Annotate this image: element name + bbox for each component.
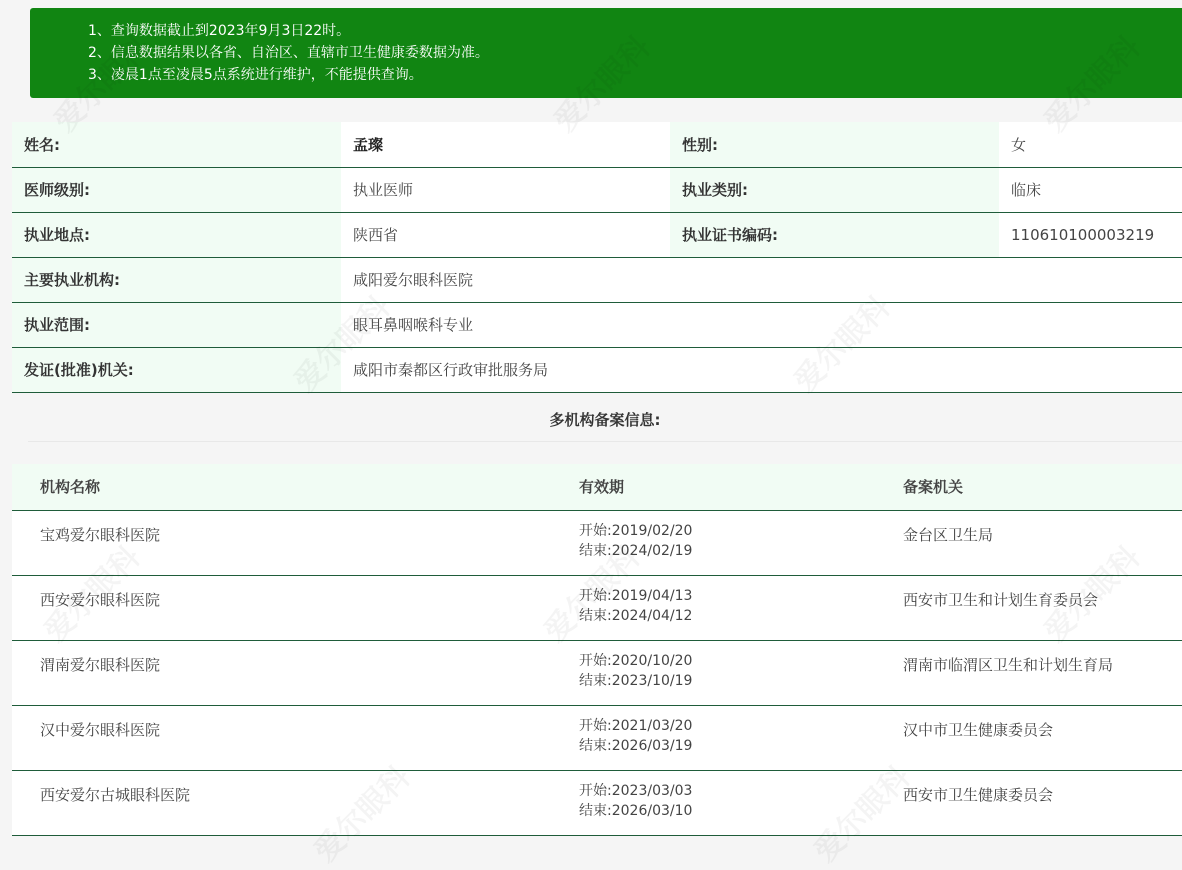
end-date: 2023/10/19 [611,672,693,689]
info-row [12,122,1182,167]
info-row [12,212,1182,257]
level-label: 医师级别: [12,167,341,212]
start-prefix: 开始: [579,587,612,604]
table-row [12,510,1182,575]
name-label: 姓名: [12,122,341,167]
multi-institution-table [12,464,1182,836]
end-prefix: 结束: [579,672,612,689]
institution-name: 渭南爱尔眼科医院 [12,640,579,705]
end-date: 2026/03/19 [611,737,693,754]
cert-value: 110610100003219 [999,212,1182,257]
end-prefix: 结束: [579,542,612,559]
validity-period [579,770,903,835]
start-prefix: 开始: [579,782,612,799]
notice-line: 2、信息数据结果以各省、自治区、直辖市卫生健康委数据为准。 [88,45,489,61]
start-prefix: 开始: [579,522,612,539]
column-header-authority: 备案机关 [903,464,1182,510]
category-value: 临床 [999,167,1182,212]
name-value: 孟璨 [341,122,670,167]
start-prefix: 开始: [579,717,612,734]
notice-banner [30,8,1182,98]
column-header-institution: 机构名称 [12,464,579,510]
end-date: 2024/02/19 [611,542,693,559]
notice-line: 1、查询数据截止到2023年9月3日22时。 [88,23,351,39]
column-header-validity: 有效期 [579,464,903,510]
authority-label: 发证(批准)机关: [12,347,341,392]
table-header-row [12,464,1182,510]
start-date: 2019/04/13 [611,587,693,604]
gender-value: 女 [999,122,1182,167]
end-prefix: 结束: [579,737,612,754]
end-date: 2026/03/10 [611,802,693,819]
start-prefix: 开始: [579,652,612,669]
info-row [12,257,1182,302]
validity-period [579,640,903,705]
record-authority: 渭南市临渭区卫生和计划生育局 [903,640,1182,705]
doctor-info-table [12,122,1182,393]
table-row [12,770,1182,835]
scope-label: 执业范围: [12,302,341,347]
start-date: 2021/03/20 [611,717,693,734]
info-row [12,302,1182,347]
start-date: 2023/03/03 [611,782,693,799]
record-authority: 西安市卫生健康委员会 [903,770,1182,835]
institution-label: 主要执业机构: [12,257,341,302]
gender-label: 性别: [670,122,999,167]
validity-period [579,575,903,640]
validity-period [579,705,903,770]
table-row [12,640,1182,705]
start-date: 2020/10/20 [611,652,693,669]
record-authority: 汉中市卫生健康委员会 [903,705,1182,770]
location-label: 执业地点: [12,212,341,257]
institution-name: 宝鸡爱尔眼科医院 [12,510,579,575]
info-row [12,347,1182,392]
table-row [12,705,1182,770]
location-value: 陕西省 [341,212,670,257]
institution-name: 汉中爱尔眼科医院 [12,705,579,770]
institution-name: 西安爱尔眼科医院 [12,575,579,640]
level-value: 执业医师 [341,167,670,212]
info-row [12,167,1182,212]
multi-institution-title: 多机构备案信息: [28,398,1182,442]
record-authority: 金台区卫生局 [903,510,1182,575]
institution-name: 西安爱尔古城眼科医院 [12,770,579,835]
institution-value: 咸阳爱尔眼科医院 [341,257,1182,302]
end-prefix: 结束: [579,607,612,624]
category-label: 执业类别: [670,167,999,212]
authority-value: 咸阳市秦都区行政审批服务局 [341,347,1182,392]
table-row [12,575,1182,640]
cert-label: 执业证书编码: [670,212,999,257]
record-authority: 西安市卫生和计划生育委员会 [903,575,1182,640]
start-date: 2019/02/20 [611,522,693,539]
validity-period [579,510,903,575]
notice-line: 3、凌晨1点至凌晨5点系统进行维护，不能提供查询。 [88,67,423,83]
scope-value: 眼耳鼻咽喉科专业 [341,302,1182,347]
end-date: 2024/04/12 [611,607,693,624]
end-prefix: 结束: [579,802,612,819]
